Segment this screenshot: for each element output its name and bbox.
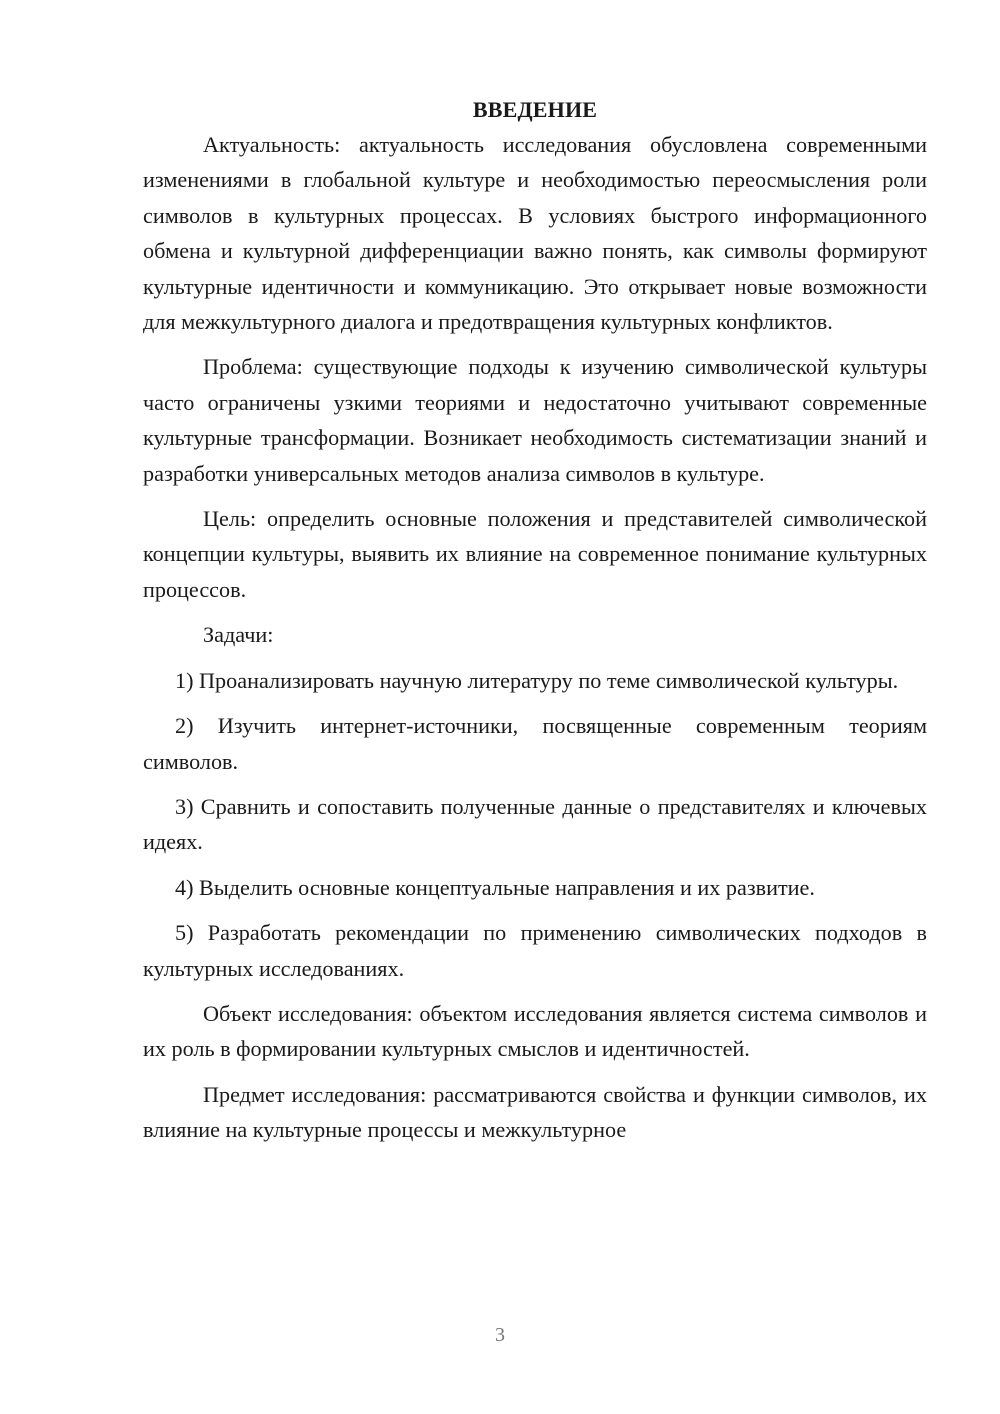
- task-item-1: 1) Проанализировать научную литературу по теме символической культуры.: [175, 667, 899, 693]
- task-item-2: 2) Изучить интернет-источники, посвященные современным теориям символов.: [143, 713, 927, 774]
- task-item-3: 3) Сравнить и сопоставить полученные данные о представителях и ключевых идеях.: [143, 793, 927, 855]
- object-paragraph: Объект исследования: объектом исследования является система символов и их роль в формировании культурных смыслов и идентичностей.: [143, 1000, 927, 1062]
- problem-paragraph: Проблема: существующие подходы к изучению символической культуры часто ограничены узкими теориями и недостаточно учитывают современные культурные трансформации. Возникает необходимость систематизации знаний и разработки универсальных методов анализа символов в культуре.: [143, 354, 927, 486]
- goal-paragraph: Цель: определить основные положения и представителей символической концепции культуры, выявить их влияние на современное понимание культурных процессов.: [143, 506, 927, 602]
- subject-paragraph: Предмет исследования: рассматриваются свойства и функции символов, их влияние на культурные процессы и межкультурное: [143, 1081, 927, 1143]
- task-item-4: 4) Выделить основные концептуальные направления и их развитие.: [175, 874, 815, 900]
- relevance-paragraph: Актуальность: актуальность исследования обусловлена современными изменениями в глобальной культуре и необходимостью переосмысления роли символов в культурных процессах. В условиях быстрого информационного обмена и культурной дифференциации важно понять, как символы формируют культурные идентичности и коммуникацию. Это открывает новые возможности для межкультурного диалога и предотвращения культурных конфликтов.: [143, 132, 927, 335]
- page-number: 3: [495, 1324, 505, 1346]
- page-title: ВВЕДЕНИЕ: [472, 97, 598, 122]
- task-item-5: 5) Разработать рекомендации по применению символических подходов в культурных исследованиях.: [143, 920, 927, 981]
- tasks-label: Задачи:: [203, 622, 274, 648]
